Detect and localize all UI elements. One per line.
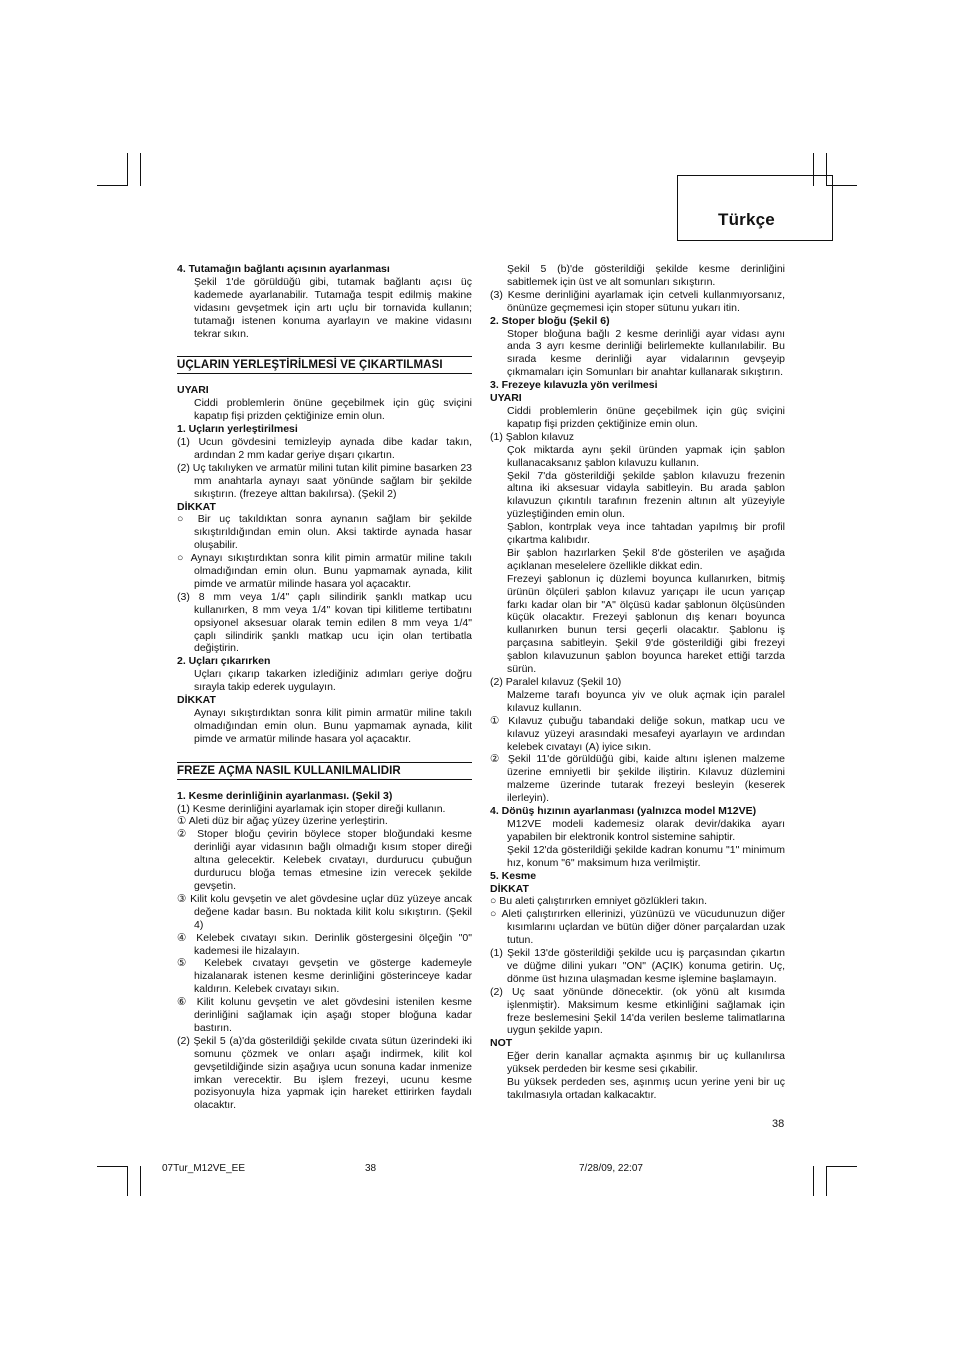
bold-heading: 4. Tutamağın bağlantı açısının ayarlanması bbox=[177, 263, 390, 275]
body-paragraph: Uçları çıkarıp takarken izlediğiniz adımları geriye doğru sırayla takip ederek uygulayın. bbox=[194, 668, 472, 694]
bold-heading: DİKKAT bbox=[177, 694, 216, 707]
language-tab-box bbox=[677, 175, 833, 241]
bold-heading: 4. Dönüş hızının ayarlanması (yalnızca model M12VE) bbox=[490, 805, 757, 818]
bold-heading: DİKKAT bbox=[490, 882, 529, 895]
body-paragraph: Ciddi problemlerin önüne geçebilmek için güç sviçini kapatıp fişi prizden çektiğinize emin olun. bbox=[194, 397, 472, 423]
crop-mark bbox=[140, 153, 141, 186]
body-paragraph: Aynayı sıkıştırdıktan sonra kilit pimin armatür miline takılı olmadığından emin olun. Bunu yapmamak aynada, kilit pimde ve armatür milinde hasara yol açacaktır. bbox=[194, 707, 472, 745]
sub-heading: (1) Şablon kılavuz bbox=[490, 430, 575, 443]
footer-file: 07Tur_M12VE_EE bbox=[162, 1163, 246, 1174]
list-item: ○ Aynayı sıkıştırdıktan sonra kilit pimin armatür miline takılı olmadığından emin olun. Bunu yapmamak aynada, kilit pimde ve armatür milinde hasara yol açacaktır. bbox=[177, 552, 472, 590]
body-paragraph: Şekil 7'da gösterildiği şekilde şablon kılavuzu frezenin altına iki aksesuar vidayla sabitleyin. Bu arada şablon kılavuzun çıkıntılı tarafının frezenin altının alt yüzeyiyle yüzleştiğinden emin olun. bbox=[507, 469, 785, 521]
body-paragraph: Bir şablon hazırlarken Şekil 8'de gösterilen ve aşağıda açıklanan meselelere özellikle dikkat edin. bbox=[507, 546, 785, 572]
sub-heading: (2) Paralel kılavuz (Şekil 10) bbox=[490, 676, 622, 688]
bold-heading: 2. Uçları çıkarırken bbox=[177, 655, 271, 668]
section-heading: FREZE AÇMA NASIL KULLANILMALIDIR bbox=[177, 762, 472, 780]
crop-mark bbox=[813, 1166, 814, 1196]
body-paragraph: Şablon, kontrplak veya ince tahtadan yapılmış bir profil çıkartma kalıbıdır. bbox=[507, 521, 785, 547]
list-item: ○ Bu aleti çalıştırırken emniyet gözlükleri takın. bbox=[490, 895, 708, 908]
body-paragraph: Eğer derin kanallar açmakta aşınmış bir uç kullanılırsa yüksek perdeden bir kesme sesi çıkabilir. bbox=[507, 1050, 785, 1076]
bold-heading: 2. Stoper bloğu (Şekil 6) bbox=[490, 314, 610, 327]
body-paragraph: M12VE modeli kademesiz olarak devir/dakika ayarı yapabilen bir elektronik kontrol sistemine sahiptir. bbox=[507, 817, 785, 843]
list-item: ② Stoper bloğu çevirin böylece stoper bloğundaki kesme derinliği ayar vidasının bağlı olmadığı kısım stoper direği altına gelecektir. Kelebek cıvatayı, durdurucu çubuğun durdurucu bloğa temas etmesine izin verecek şekilde gevşetin. bbox=[177, 828, 472, 892]
list-item: (3) Kesme derinliğini ayarlamak için cetveli kullanmıyorsanız, önünüze geçmemesi için stoper sütunu yukarı itin. bbox=[490, 288, 785, 314]
body-paragraph: Şekil 1'de görüldüğü gibi, tutamak bağlantı açısı üç kademede ayarlanabilir. Tutamağa tespit edilmiş makine vidasını gevşetmek için artı uçlu bir tornavida kullanın; tutamağı istenen konuma ayarlayın ve makine vidasını tekrar sıkın. bbox=[194, 275, 472, 340]
list-item: ○ Bir uç takıldıktan sonra aynanın sağlam bir şekilde sıkıştırıldığından emin olun. Aksi taktirde aynada hasar oluşabilir. bbox=[177, 513, 472, 552]
footer-datetime: 7/28/09, 22:07 bbox=[579, 1163, 643, 1174]
bold-heading: 5. Kesme bbox=[490, 869, 537, 882]
list-item: (2) Uç takılıyken ve armatür milini tutan kilit pimine basarken 23 mm anahtarla aynayı saat yönünde sağlam bir şekilde sıkıştırın. (frezeye alttan bakılırsa). (Şekil 2) bbox=[177, 461, 472, 500]
list-item: (2) Uç saat yönünde dönecektir. (ok yönü alt kısımda işlenmiştir). Maksimum kesme etkinliğini sağlamak için freze beslemesini Şekil 14'da verilen besleme talimatlarına uygun şekilde yapın. bbox=[490, 985, 785, 1037]
bold-heading: NOT bbox=[490, 1037, 513, 1050]
left-column bbox=[177, 263, 472, 1112]
list-item: ① Kılavuz çubuğu tabandaki deliğe sokun, matkap ucu ve kılavuz yüzeyi arasındaki mesafeyi ayarlayın ve ardından kelebek cıvatayı (A) iyice sıkın. bbox=[490, 714, 785, 753]
body-paragraph: Malzeme tarafı boyunca yiv ve oluk açmak için paralel kılavuz kullanın. bbox=[507, 688, 785, 714]
footer-page: 38 bbox=[365, 1163, 377, 1174]
list-item: (1) Kesme derinliğini ayarlamak için stoper direği kullanın. bbox=[177, 802, 446, 815]
bold-heading: 1. Kesme derinliğinin ayarlanması. (Şekil 3) bbox=[177, 789, 393, 802]
list-item: (3) 8 mm veya 1/4" çaplı silindirik şanklı matkap ucu kullanırken, 8 mm veya 1/4" kovan tipi kilitleme tertibatını opsiyonel aksesuar olarak temin edilen 8 mm veya 1/4" çaplı silindirik şanklı matkap ucu için olan tertibatla değiştirin. bbox=[177, 590, 472, 655]
crop-mark bbox=[127, 153, 128, 186]
language-tab-label: Türkçe bbox=[718, 210, 775, 229]
right-column bbox=[490, 263, 785, 1102]
page-number: 38 bbox=[772, 1118, 785, 1130]
crop-mark bbox=[140, 1166, 141, 1196]
body-paragraph: Stoper bloğuna bağlı 2 kesme derinliği ayar vidası aynı anda 3 ayrı kesme derinliği belirlemekte kullanılabilir. Bu sırada kesme derinliği ayar vidalarının gevşeyip çıkmamaları için Somunları bir anahtar kullanarak sıkıştırın. bbox=[507, 327, 785, 379]
bold-heading: UYARI bbox=[177, 384, 209, 397]
bold-heading: 1. Uçların yerleştirilmesi bbox=[177, 423, 298, 436]
list-item: (1) Ucun gövdesini temizleyip aynada dibe kadar takın, ardından 2 mm kadar geriye dışarı çıkartın. bbox=[177, 435, 472, 461]
body-paragraph: Şekil 12'da gösterildiği şekilde kadran konumu "1" minimum hız, konum "6" maksimum hıza verilmiştir. bbox=[507, 843, 785, 869]
crop-mark bbox=[826, 1166, 827, 1196]
bold-heading: 3. Frezeye kılavuzla yön verilmesi bbox=[490, 379, 658, 392]
bold-heading: UYARI bbox=[490, 392, 522, 405]
crop-mark bbox=[97, 1166, 127, 1167]
list-item: ○ Aleti çalıştırırken ellerinizi, yüzünüzü ve vücudunuzun diğer kısımlarını uçlardan ve bütün diğer döner parçalardan uzak tutun. bbox=[490, 908, 785, 947]
body-paragraph: Çok miktarda aynı şekil üründen yapmak için şablon kullanacaksanız şablon kılavuzu kullanın. bbox=[507, 443, 785, 469]
crop-mark bbox=[127, 1166, 128, 1196]
list-item: (2) Şekil 5 (a)'da gösterildiği şekilde cıvata sütun üzerindeki iki somunu çözmek ve onları aşağı indirmek, kilit kol gevşetildiğinde sizin aşağıya ucun sonuna kadar inmenize imkan verecektir. Bu işlem frezeyi, ucunu kesme pozisyonuyla hiza yapmak için hareket ettirirken faydalı olacaktır. bbox=[177, 1034, 472, 1112]
list-item: ① Aleti düz bir ağaç yüzey üzerine yerleştirin. bbox=[177, 815, 388, 828]
body-paragraph: Şekil 5 (b)'de gösterildiği şekilde kesme derinliğini sabitlemek için üst ve alt somunları sıkıştırın. bbox=[507, 263, 785, 288]
body-paragraph: Ciddi problemlerin önüne geçebilmek için güç sviçini kapatıp fişi prizden çektiğinize emin olun. bbox=[507, 404, 785, 430]
list-item: (1) Şekil 13'de gösterildiği şekilde ucu iş parçasından çıkartın ve düğme dilini yukarı "ON" (AÇIK) konuma getirin. Uç, dönme üst hızına ulaşmadan kesme işlemine başlamayın. bbox=[490, 947, 785, 985]
list-item: ② Şekil 11'de görüldüğü gibi, kaide altını işlenen malzeme üzerine emniyetli bir şekilde iliştirin. Kılavuz düzlemini malzeme üzerinde tutarak frezeyi besleyin (keserek ilerleyin). bbox=[490, 753, 785, 805]
list-item: ⑤ Kelebek cıvatayı gevşetin ve gösterge kademeyle hizalanarak istenen kesme derinliğini gösterinceye kadar kaldırın. Kelebek cıvatayı sıkın. bbox=[177, 957, 472, 996]
body-paragraph: Frezeyi şablonun iç düzlemi boyunca kullanırken, bitmiş ürünün ölçüleri şablon kılavuz yarıçapı ile ucun yarıçap farkı kadar olan bir "A" ölçüsü kadar şablonun ölçüsünden küçük olacaktır. Frezeyi şablonun dış kenarı boyunca kullanırken bunun tersi geçerli olacaktır. Şablonu iş parçasına sabitleyin. Şekil 9'de gösterildiği gibi frezeyi şablon kılavuzunun şablon boyunca hareket ettiği tarzda sürün. bbox=[507, 572, 785, 676]
list-item: ⑥ Kilit kolunu gevşetin ve alet gövdesini istenilen kesme derinliğini sağlamak için aşağı stoper bloğuna kadar bastırın. bbox=[177, 996, 472, 1034]
section-heading: UÇLARIN YERLEŞTİRİLMESİ VE ÇIKARTILMASI bbox=[177, 356, 472, 374]
crop-mark bbox=[826, 1166, 857, 1167]
crop-mark bbox=[97, 185, 127, 186]
bold-heading: DİKKAT bbox=[177, 500, 216, 513]
list-item: ④ Kelebek cıvatayı sıkın. Derinlik göstergesini ölçeğin "0" kademesi ile hizalayın. bbox=[177, 931, 472, 957]
list-item: ③ Kilit kolu gevşetin ve alet gövdesine uçlar düz yüzeye ancak değene kadar basın. Bu noktada kilit kolu sıkıştırın. (Şekil 4) bbox=[177, 892, 472, 931]
body-paragraph: Bu yüksek perdeden ses, aşınmış ucun yerine yeni bir uç takılmasıyla ortadan kalkacaktır. bbox=[507, 1076, 785, 1101]
